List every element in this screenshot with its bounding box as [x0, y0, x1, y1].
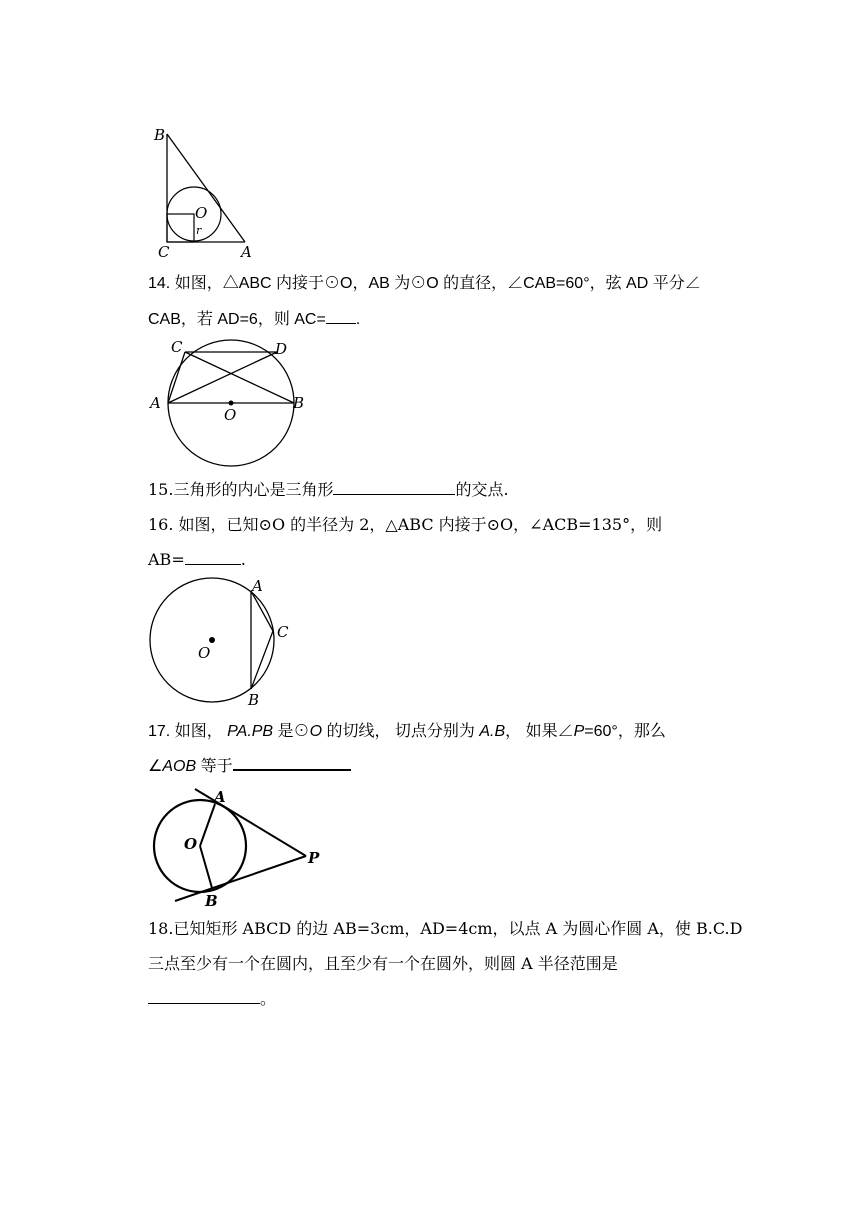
- q18-line1: 18.已知矩形 ABCD 的边 AB=3cm，AD=4cm，以点 A 为圆心作圆 A，使 B.C.D: [148, 919, 743, 938]
- label-A: A: [241, 243, 252, 261]
- q17-text: 等于: [196, 758, 233, 775]
- q15-text: 15.三角形的内心是三角形: [148, 480, 334, 499]
- q17-pa-pb: PA.PB: [227, 723, 274, 740]
- label-C: C: [171, 338, 183, 356]
- q18-suffix: 。: [260, 989, 277, 1008]
- figure-q13: [150, 122, 260, 262]
- label-C: C: [158, 243, 170, 261]
- q14-period: .: [355, 311, 361, 328]
- q17-p: P: [573, 723, 585, 740]
- label-B: B: [293, 394, 305, 412]
- q14-line1: 14. 如图，△ABC 内接于⊙O，AB 为⊙O 的直径，∠CAB=60°，弦 AD 平分∠: [148, 275, 701, 292]
- q16-line2: [148, 549, 246, 571]
- q16-period: .: [240, 550, 246, 569]
- q15-suffix: 的交点.: [455, 480, 509, 499]
- figure-q14: [148, 338, 318, 468]
- label-O: O: [195, 204, 208, 222]
- label-r: r: [196, 224, 202, 237]
- label-B: B: [205, 892, 218, 910]
- q15-line: [148, 479, 509, 501]
- figure-q17: [150, 786, 330, 911]
- q16-answer-blank[interactable]: [185, 550, 241, 565]
- q17-ab: A.B: [479, 723, 506, 740]
- q14-answer-blank[interactable]: [326, 309, 356, 324]
- label-A: A: [214, 788, 226, 806]
- label-O: O: [224, 406, 237, 424]
- label-C: C: [277, 623, 289, 641]
- label-D: D: [275, 340, 288, 358]
- q17-line1: [148, 721, 666, 743]
- label-B: B: [248, 691, 260, 709]
- q14-text: CAB，若 AD=6，则 AC=: [148, 311, 326, 328]
- figure-q16: [148, 577, 298, 712]
- q18-line2: 三点至少有一个在圆内，且至少有一个在圆外，则圆 A 半径范围是: [148, 954, 618, 973]
- q16-line1: 16. 如图，已知⊙O 的半径为 2，△ABC 内接于⊙O，∠ACB=135°，则: [148, 515, 663, 534]
- label-A: A: [252, 577, 263, 595]
- q17-num: 17. 如图，: [148, 723, 223, 740]
- label-O: O: [184, 835, 198, 853]
- q18-answer-blank[interactable]: [148, 989, 260, 1004]
- q16-text: AB=: [148, 550, 185, 569]
- q17-o: O: [309, 723, 323, 740]
- q17-mid3: ， 如果∠: [505, 723, 574, 740]
- q18-line3: [148, 988, 276, 1010]
- q17-angle: ∠: [148, 758, 163, 775]
- q17-mid1: 是⊙: [273, 723, 310, 740]
- q15-answer-blank[interactable]: [333, 480, 455, 495]
- label-A: A: [150, 394, 161, 412]
- label-P: P: [308, 849, 320, 867]
- label-O: O: [198, 644, 211, 662]
- q17-line2: [148, 755, 351, 778]
- q17-mid4: =60°，那么: [584, 723, 666, 740]
- q17-answer-blank[interactable]: [233, 755, 351, 771]
- q17-aob: AOB: [162, 758, 197, 775]
- label-B: B: [154, 126, 166, 144]
- q14-line2: [148, 309, 360, 331]
- q17-mid2: 的切线， 切点分别为: [322, 723, 480, 740]
